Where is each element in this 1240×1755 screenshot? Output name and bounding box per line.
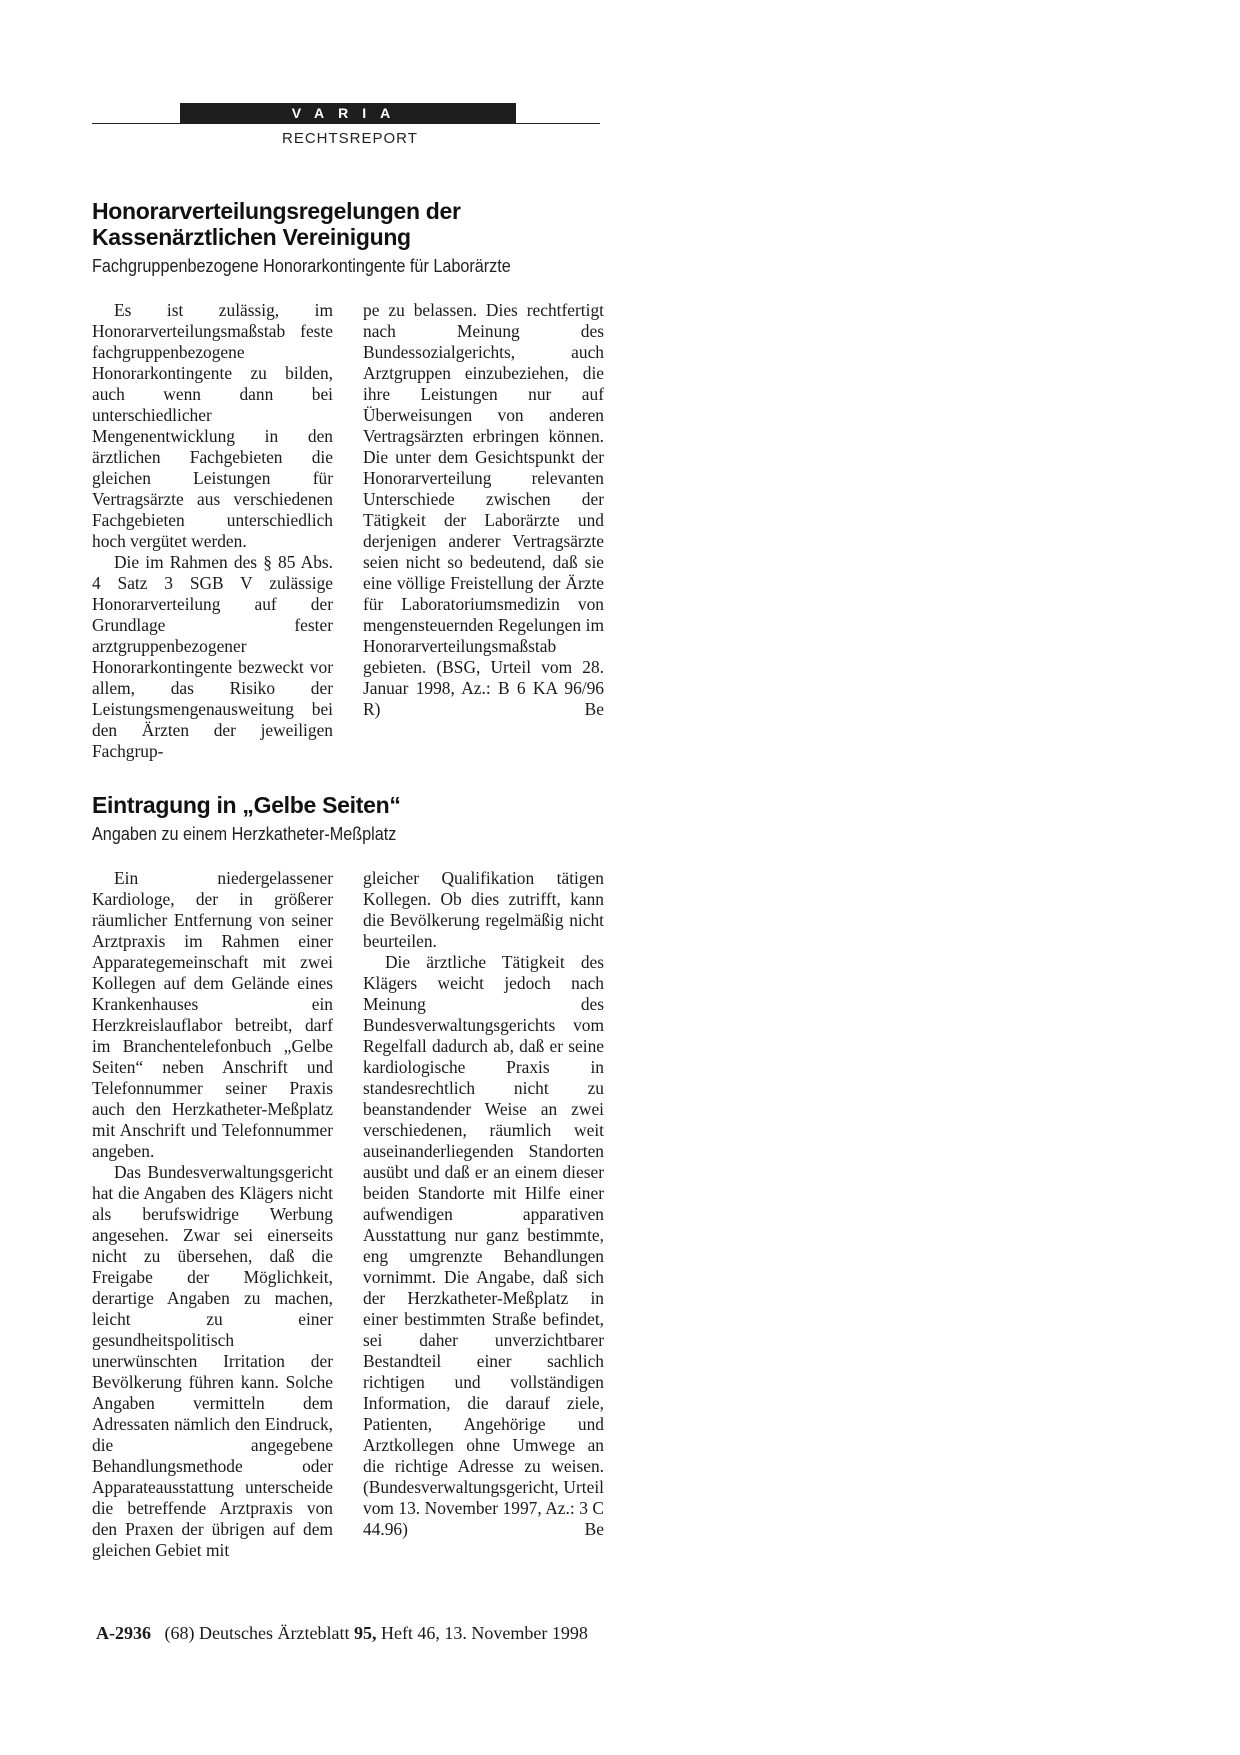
paragraph: Das Bundesverwaltungsgericht hat die Angaben des Klägers nicht als berufswidrige Werbung angesehen. Zwar sei einerseits nicht zu übersehen, daß die Freigabe der Möglichkeit, derartige Angaben zu machen, leicht zu einer gesundheitspolitisch unerwünschten Irritation der Bevölkerung führen kann. Solche Angaben vermitteln dem Adressaten nämlich den Eindruck, die angegebene Behandlungsmethode oder Apparateausstattung unterscheide die betreffende Arztpraxis von den Praxen der übrigen auf dem gleichen Gebiet mit	[92, 1162, 333, 1560]
volume: 95,	[353, 1623, 377, 1643]
article-title: Eintragung in „Gelbe Seiten“	[92, 792, 401, 818]
article-subtitle: Angaben zu einem Herzkatheter-Meßplatz	[92, 824, 397, 844]
article-subtitle: Fachgruppenbezogene Honorarkontingente für Laborärzte	[92, 256, 511, 276]
article-title: Honorarverteilungsregelungen der Kassenärztlichen Vereinigung	[92, 198, 461, 250]
paragraph: gleicher Qualifikation tätigen Kollegen. Ob dies zutrifft, kann die Bevölkerung regelmäßig nicht beurteilen.	[363, 868, 604, 951]
article-columns	[92, 868, 604, 1561]
paragraph: Die im Rahmen des § 85 Abs. 4 Satz 3 SGB V zulässige Honorarverteilung auf der Grundlage fester arztgruppenbezogener Honorarkontingente bezweckt vor allem, das Risiko der Leistungsmengenausweitung bei den Ärzten der jeweiligen Fachgrup-	[92, 552, 333, 761]
paragraph: Die ärztliche Tätigkeit des Klägers weicht jedoch nach Meinung des Bundesverwaltungsgerichts vom Regelfall dadurch ab, daß er seine kardiologische Praxis in standesrechtlich nicht zu beanstandender Weise an zwei verschiedenen, räumlich weit auseinanderliegenden Standorten ausübt und daß er an einem dieser beiden Standorte mit Hilfe einer aufwendigen apparativen Ausstattung nur ganz bestimmte, eng umgrenzte Behandlungen vornimmt. Die Angabe, daß sich der Herzkatheter-Meßplatz in einer bestimmten Straße befindet, sei daher unverzichtbarer Bestandteil einer sachlich richtigen und vollständigen Information, die darauf ziele, Patienten, Angehörige und Arztkollegen ohne Umwege an die richtige Adresse zu weisen. (Bundesverwaltungsgericht, Urteil vom 13. November 1997, Az.: 3 C 44.96)	[363, 952, 604, 1539]
paragraph: Es ist zulässig, im Honorarverteilungsmaßstab feste fachgruppenbezogene Honorarkontingente zu bilden, auch wenn dann bei unterschiedlicher Mengenentwicklung in den ärztlichen Fachgebieten die gleichen Leistungen für Vertragsärzte aus verschiedenen Fachgebieten unterschiedlich hoch vergütet werden.	[92, 300, 333, 551]
paragraph: Ein niedergelassener Kardiologe, der in größerer räumlicher Entfernung von seiner Arztpraxis im Rahmen einer Apparategemeinschaft mit zwei Kollegen auf dem Gelände eines Krankenhauses ein Herzkreislauflabor betreibt, darf im Branchentelefonbuch „Gelbe Seiten“ neben Anschrift und Telefonnummer seiner Praxis auch den Herzkatheter-Meßplatz mit Anschrift und Telefonnummer angeben.	[92, 868, 333, 1161]
column-right	[363, 868, 604, 1561]
journal-name: Deutsches Ärzteblatt	[199, 1623, 350, 1643]
paragraph: pe zu belassen. Dies rechtfertigt nach Meinung des Bundessozialgerichts, auch Arztgruppen einzubeziehen, die ihre Leistungen nur auf Überweisungen von anderen Vertragsärzten erbringen können. Die unter dem Gesichtspunkt der Honorarverteilung relevanten Unterschiede zwischen der Tätigkeit der Laborärzte und derjenigen anderer Vertragsärzte seien nicht so bedeutend, daß sie eine völlige Freistellung der Ärzte für Laboratoriumsmedizin von mengensteuernden Regelungen im Honorarverteilungsmaßstab gebieten. (BSG, Urteil vom 28. Januar 1998, Az.: B 6 KA 96/96 R)	[363, 300, 604, 719]
column-left	[92, 868, 333, 1561]
issue-date: Heft 46, 13. November 1998	[380, 1623, 588, 1643]
page-code: A-2936	[96, 1623, 151, 1643]
article-columns	[92, 300, 604, 762]
article-gelbe-seiten	[92, 792, 604, 1561]
article-honorarverteilung	[92, 198, 604, 762]
section-label: VARIA	[180, 103, 516, 123]
subsection-label: RECHTSREPORT	[282, 130, 418, 147]
header-rule	[92, 123, 600, 124]
author-signature: Be	[584, 1519, 604, 1539]
page-number: (68)	[164, 1623, 195, 1643]
page-footer	[96, 1623, 588, 1644]
column-right	[363, 300, 604, 762]
author-signature: Be	[584, 699, 604, 719]
column-left	[92, 300, 333, 762]
